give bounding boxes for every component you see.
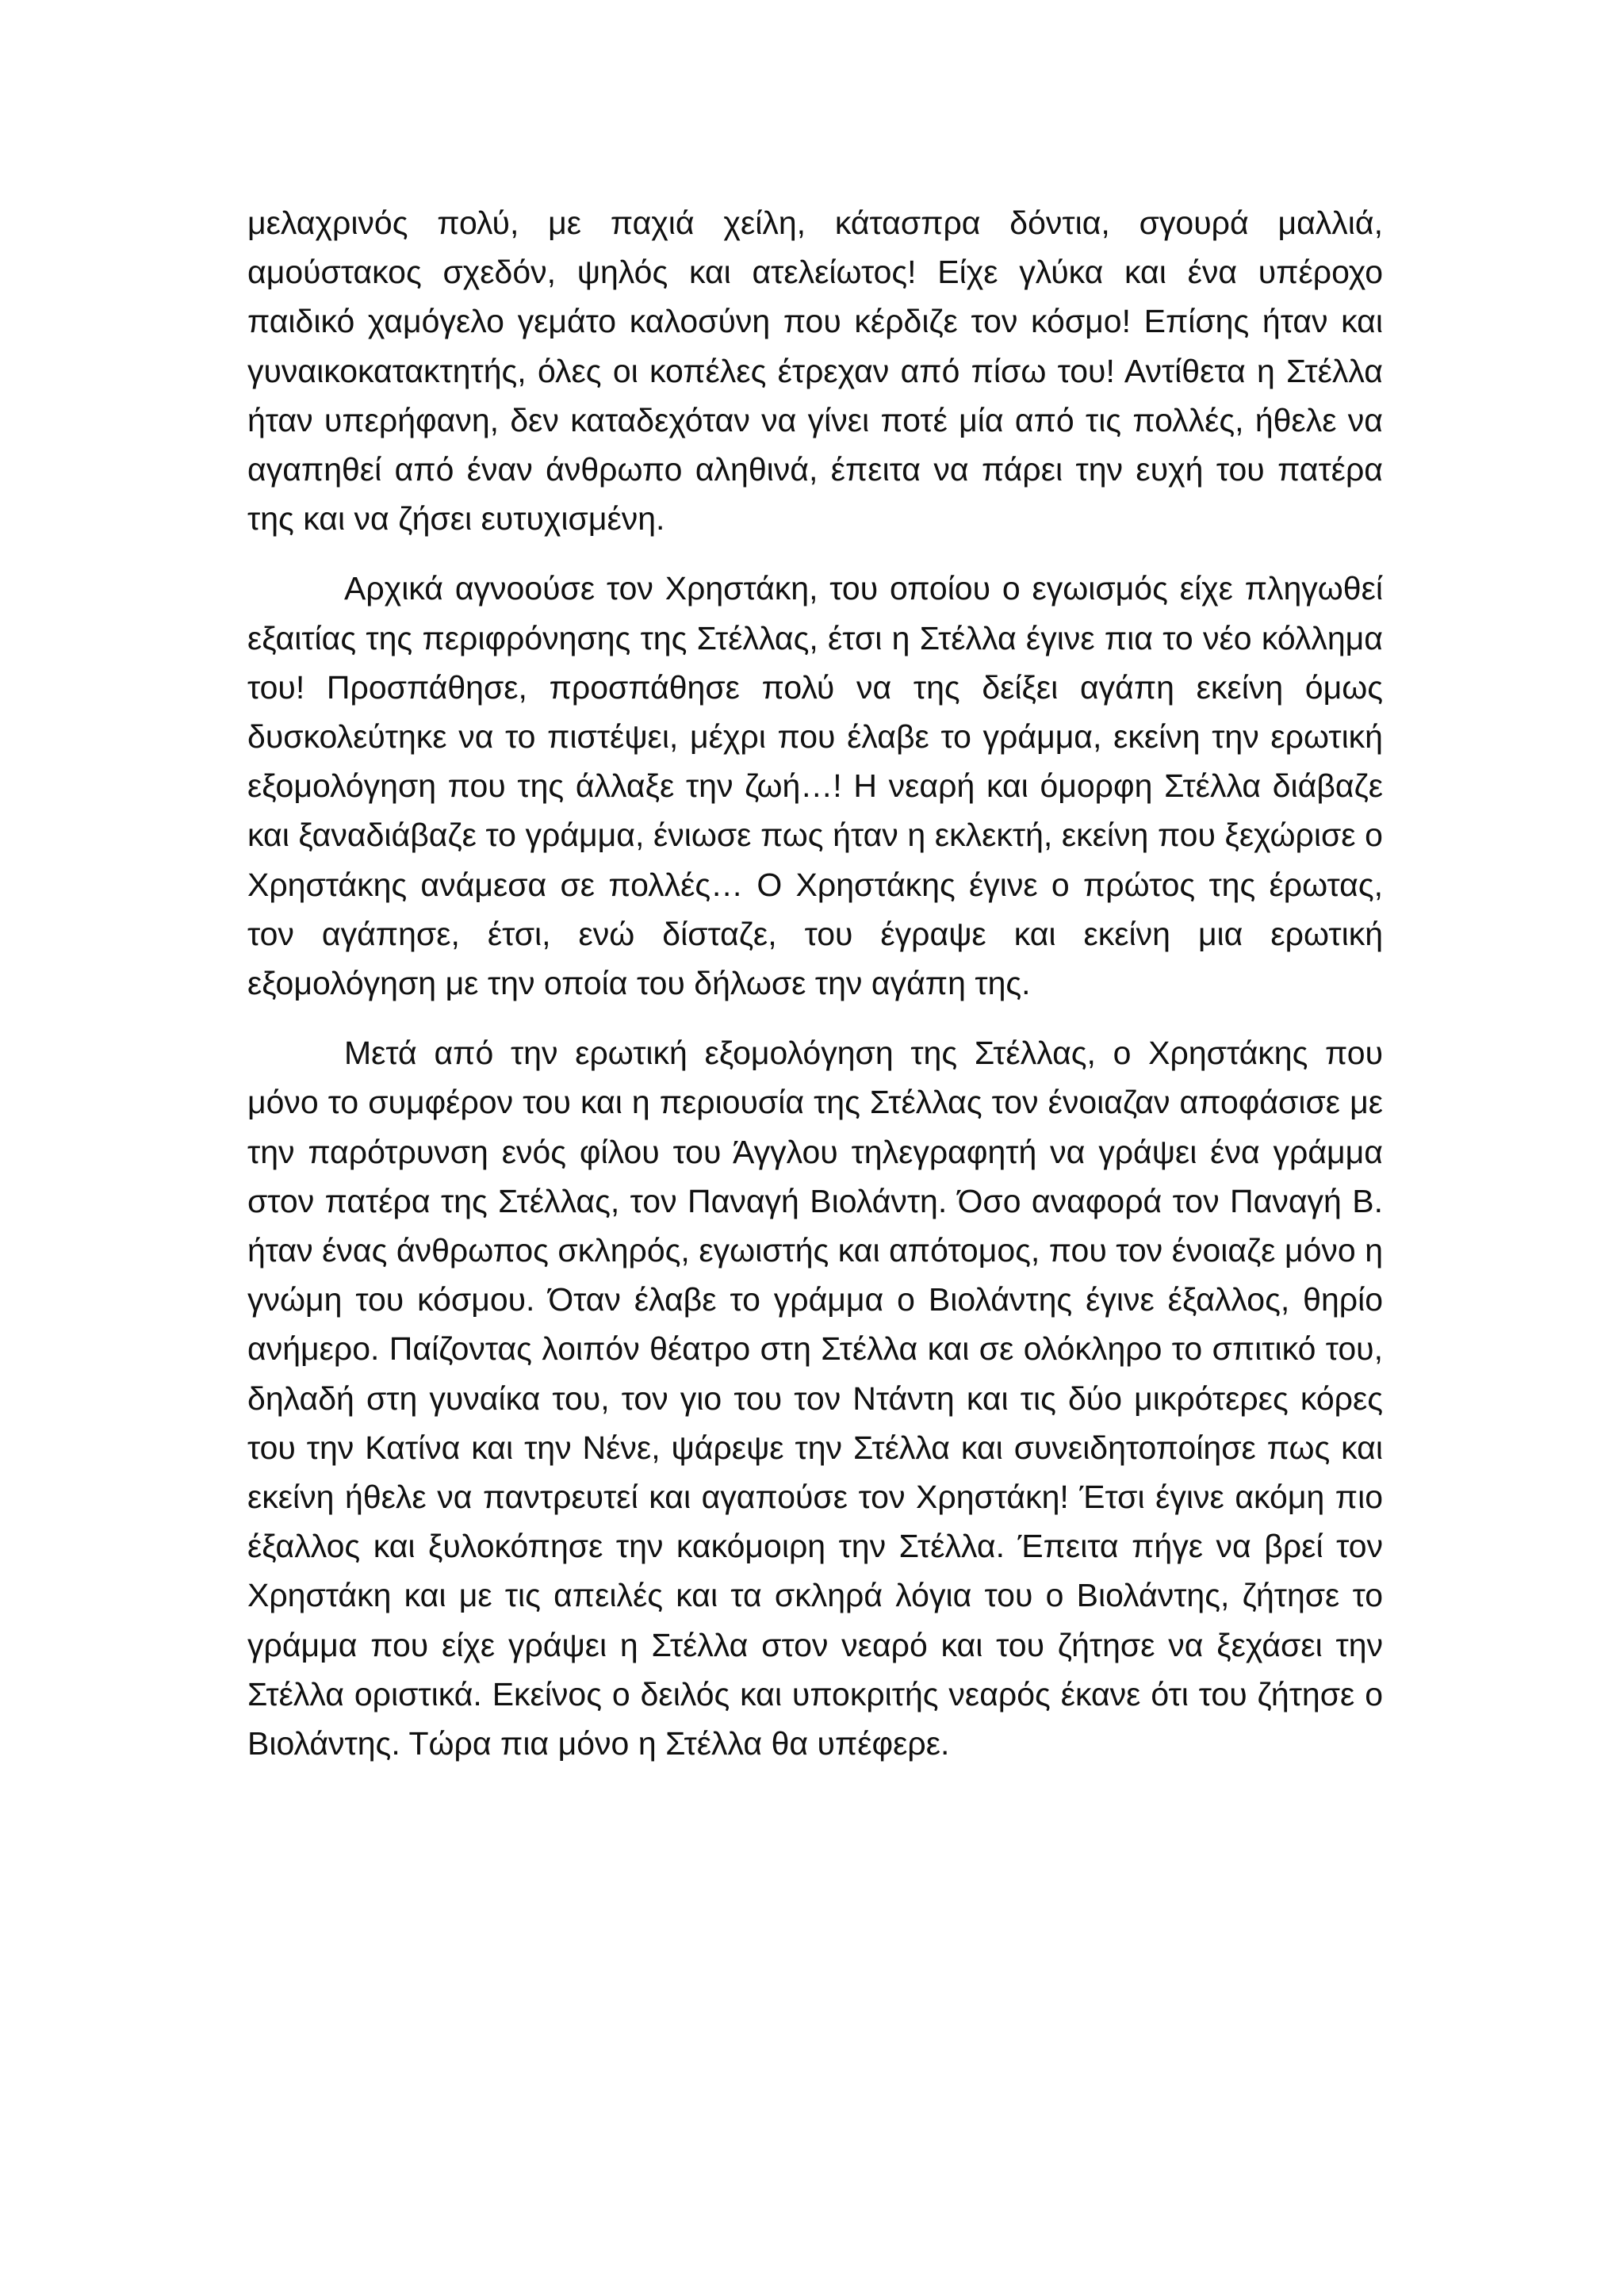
paragraph-1: μελαχρινός πολύ, με παχιά χείλη, κάτασπρα δόντια, σγουρά μαλλιά, αμούστακος σχεδόν, ψηλός και ατελείωτος! Είχε γλύκα και ένα υπέροχο παιδικό χαμόγελο γεμάτο καλοσύνη που κέρδιζε τον κόσμο! Επίσης ήταν και γυναικοκατακτητής, όλες οι κοπέλες έτρεχαν από πίσω του! Αντίθετα η Στέλλα ήταν υπερήφανη, δεν καταδεχόταν να γίνει ποτέ μία από τις πολλές, ήθελε να αγαπηθεί από έναν άνθρωπο αληθινά, έπειτα να πάρει την ευχή του πατέρα της και να ζήσει ευτυχισμένη. (247, 205, 1383, 538)
paragraph-3: Μετά από την ερωτική εξομολόγηση της Στέλλας, ο Χρηστάκης που μόνο το συμφέρον του και η περιουσία της Στέλλας τον ένοιαζαν αποφάσισε με την παρότρυνση ενός φίλου του Άγγλου τηλεγραφητή να γράψει ένα γράμμα στον πατέρα της Στέλλας, τον Παναγή Βιολάντη. Όσο αναφορά τον Παναγή Β. ήταν ένας άνθρωπος σκληρός, εγωιστής και απότομος, που τον ένοιαζε μόνο η γνώμη του κόσμου. Όταν έλαβε το γράμμα ο Βιολάντης έγινε έξαλλος, θηρίο ανήμερο. Παίζοντας λοιπόν θέατρο στη Στέλλα και σε ολόκληρο το σπιτικό του, δηλαδή στη γυναίκα του, τον γιο του τον Ντάντη και τις δύο μικρότερες κόρες του την Κατίνα και την Νένε, ψάρεψε την Στέλλα και συνειδητοποίησε πως και εκείνη ήθελε να παντρευτεί και αγαπούσε τον Χρηστάκη! Έτσι έγινε ακόμη πιο έξαλλος και ξυλοκόπησε την κακόμοιρη την Στέλλα. Έπειτα πήγε να βρεί τον Χρηστάκη και με τις απειλές και τα σκληρά λόγια του ο Βιολάντης, ζήτησε το γράμμα που είχε γράψει η Στέλλα στον νεαρό και του ζήτησε να ξεχάσει την Στέλλα οριστικά. Εκείνος ο δειλός και υποκριτής νεαρός έκανε ότι του ζήτησε ο Βιολάντης. Τώρα πια μόνο η Στέλλα θα υπέφερε. (247, 1035, 1383, 1762)
paragraph-2: Αρχικά αγνοούσε τον Χρηστάκη, του οποίου ο εγωισμός είχε πληγωθεί εξαιτίας της περιφρόνησης της Στέλλας, έτσι η Στέλλα έγινε πια το νέο κόλλημα του! Προσπάθησε, προσπάθησε πολύ να της δείξει αγάπη εκείνη όμως δυσκολεύτηκε να το πιστέψει, μέχρι που έλαβε το γράμμα, εκείνη την ερωτική εξομολόγηση που της άλλαξε την ζωή…! Η νεαρή και όμορφη Στέλλα διάβαζε και ξαναδιάβαζε το γράμμα, ένιωσε πως ήταν η εκλεκτή, εκείνη που ξεχώρισε ο Χρηστάκης ανάμεσα σε πολλές… Ο Χρηστάκης έγινε ο πρώτος της έρωτας, τον αγάπησε, έτσι, ενώ δίσταζε, του έγραψε και εκείνη μια ερωτική εξομολόγηση με την οποία του δήλωσε την αγάπη της. (247, 570, 1383, 1002)
document-body (247, 198, 1383, 1768)
